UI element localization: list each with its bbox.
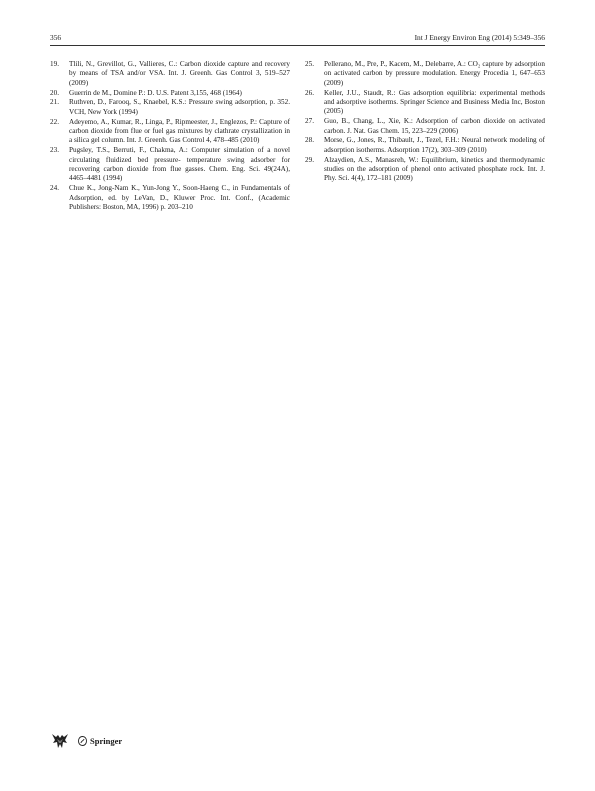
- reference-number: 29.: [305, 155, 314, 164]
- page-number: 356: [50, 33, 62, 42]
- publisher-name: Springer: [90, 736, 123, 746]
- reference-text: Guo, B., Chang, L., Xie, K.: Adsorption of carbon dioxide on activated carbon. J. Nat. Gas Chem. 15, 223–229 (2006): [324, 117, 545, 135]
- reference-number: 23.: [50, 146, 59, 155]
- reference-number: 26.: [305, 88, 314, 97]
- references-left-column: [50, 60, 290, 213]
- reference-item: [305, 156, 545, 184]
- springer-horse-icon: [50, 731, 70, 751]
- reference-item: [50, 184, 290, 212]
- reference-number: 22.: [50, 117, 59, 126]
- reference-text: Adeyemo, A., Kumar, R., Linga, P., Ripmeester, J., Englezos, P.: Capture of carbon dioxide from flue or fuel gas mixtures by clathrate crystallization in a silica gel column. Int. J. Greenh. Gas Control 4, 478–485 (2010): [69, 117, 290, 145]
- reference-number: 21.: [50, 98, 59, 107]
- reference-text: Morse, G., Jones, R., Thibault, J., Tezel, F.H.: Neural network modeling of adsorption isotherms. Adsorption 17(2), 303–309 (2010): [324, 136, 545, 154]
- references-columns: [50, 60, 545, 213]
- springer-mark-icon: [78, 736, 87, 746]
- running-header: [50, 33, 545, 46]
- reference-item: [50, 89, 290, 98]
- reference-text: Tlili, N., Grevillot, G., Vallieres, C.: Carbon dioxide capture and recovery by means of TSA and/or VSA. Int. J. Greenh. Gas Control 3, 519–527 (2009): [69, 60, 290, 87]
- journal-citation: Int J Energy Environ Eng (2014) 5:349–356: [414, 33, 545, 42]
- reference-number: 25.: [305, 60, 314, 68]
- reference-item: [305, 136, 545, 155]
- springer-brand: [78, 736, 122, 746]
- reference-item: [305, 60, 545, 88]
- reference-item: [50, 60, 290, 88]
- reference-text: Alzaydien, A.S., Manasreh, W.: Equilibrium, kinetics and thermodynamic studies on the adsorption of phenol onto activated phosphate rock. Int. J. Phy. Sci. 4(4), 172–181 (2009): [324, 155, 545, 183]
- reference-text: Guerrin de M., Domine P.: D. U.S. Patent 3,155, 468 (1964): [69, 88, 242, 97]
- references-right-column: [305, 60, 545, 213]
- reference-number: 28.: [305, 136, 314, 145]
- reference-number: 20.: [50, 88, 59, 97]
- reference-text: Keller, J.U., Staudt, R.: Gas adsorption equilibria: experimental methods and adsorptive isotherms. Springer Science and Business Media Inc, Boston (2005): [324, 88, 545, 116]
- reference-text: Ruthven, D., Farooq, S., Knaebel, K.S.: Pressure swing adsorption, p. 352. VCH, New York (1994): [69, 98, 290, 116]
- reference-item: [305, 117, 545, 136]
- reference-item: [50, 118, 290, 146]
- reference-item: [305, 89, 545, 117]
- reference-item: [50, 146, 290, 184]
- reference-item: [50, 98, 290, 117]
- publisher-footer: [50, 731, 122, 751]
- reference-text: Chue K., Jong-Nam K., Yun-Jong Y., Soon-Haeng C., in Fundamentals of Adsorption, ed. by LeVan, D., Kluwer Proc. Int. Conf., (Academic Publishers: Boston, MA, 1996) p. 203–210: [69, 184, 290, 212]
- reference-text: Pugsley, T.S., Berruti, F., Chakma, A.: Computer simulation of a novel circulating fluidized bed pressure- temperature swing adsorber for recovering carbon dioxide from flue gasses. Chem. Eng. Sci. 49(24A), 4465–4481 (1994): [69, 146, 290, 183]
- reference-number: 24.: [50, 184, 59, 193]
- reference-number: 19.: [50, 60, 59, 68]
- reference-text: Pellerano, M., Pre, P., Kacem, M., Delebarre, A.: CO₂ capture by adsorption on activated carbon by pressure modulation. Energy Procedia 1, 647–653 (2009): [324, 60, 545, 87]
- reference-number: 27.: [305, 117, 314, 126]
